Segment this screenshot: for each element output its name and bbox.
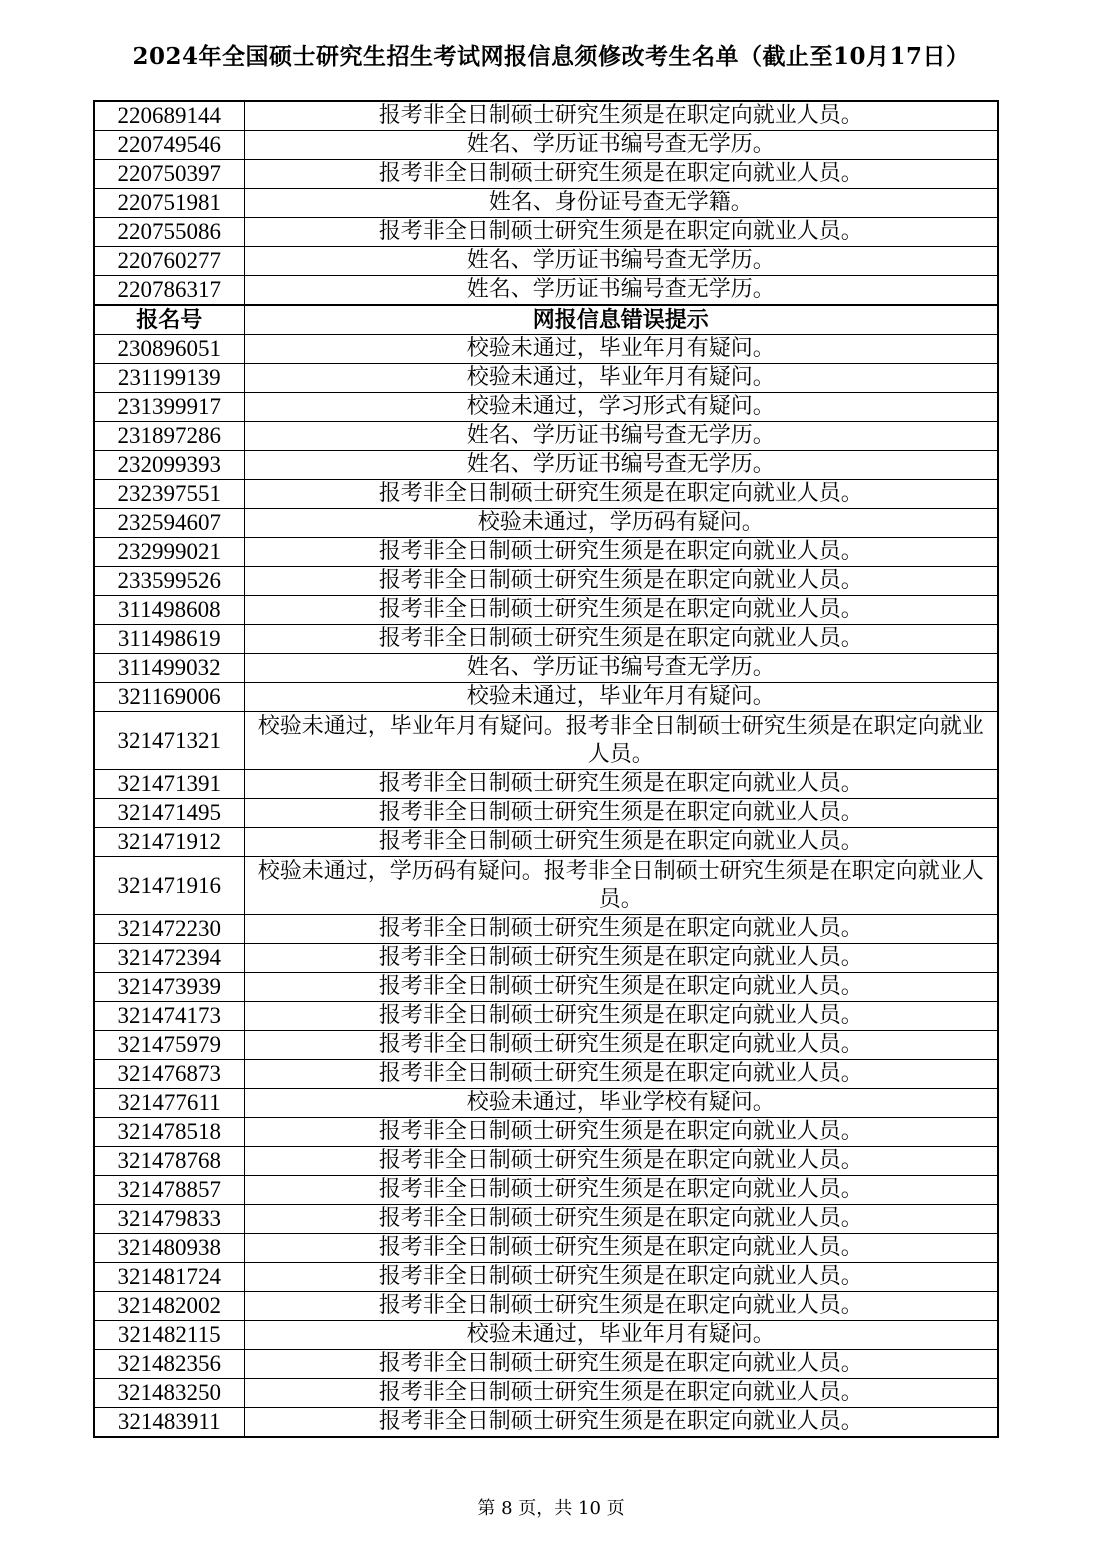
error-message: 校验未通过，毕业年月有疑问。报考非全日制硕士研究生须是在职定向就业人员。: [244, 712, 998, 770]
page-title: 2024年全国硕士研究生招生考试网报信息须修改考生名单（截止至10月17日）: [132, 43, 970, 70]
registration-number: 230896051: [94, 335, 244, 364]
registration-number: 231399917: [94, 393, 244, 422]
table-row: [94, 973, 998, 1002]
table-row: [94, 393, 998, 422]
table-row: [94, 1089, 998, 1118]
error-message: 报考非全日制硕士研究生须是在职定向就业人员。: [244, 218, 998, 247]
table-row: [94, 828, 998, 857]
error-message: 报考非全日制硕士研究生须是在职定向就业人员。: [244, 1031, 998, 1060]
table-row: [94, 625, 998, 654]
header-msg: 网报信息错误提示: [244, 305, 998, 335]
table-row: [94, 1205, 998, 1234]
registration-number: 321483250: [94, 1379, 244, 1408]
registration-number: 321471391: [94, 770, 244, 799]
registration-number: 220751981: [94, 189, 244, 218]
table-row: [94, 1292, 998, 1321]
registration-number: 321476873: [94, 1060, 244, 1089]
error-message: 报考非全日制硕士研究生须是在职定向就业人员。: [244, 101, 998, 131]
table-row: [94, 451, 998, 480]
error-message: 姓名、学历证书编号查无学历。: [244, 247, 998, 276]
error-message: 报考非全日制硕士研究生须是在职定向就业人员。: [244, 538, 998, 567]
error-message: 报考非全日制硕士研究生须是在职定向就业人员。: [244, 1263, 998, 1292]
registration-number: 231199139: [94, 364, 244, 393]
error-message: 校验未通过，毕业年月有疑问。: [244, 335, 998, 364]
table-row: [94, 1350, 998, 1379]
error-message: 报考非全日制硕士研究生须是在职定向就业人员。: [244, 915, 998, 944]
table-row: [94, 189, 998, 218]
error-message: 报考非全日制硕士研究生须是在职定向就业人员。: [244, 944, 998, 973]
registration-number: 321478518: [94, 1118, 244, 1147]
registration-number: 321482115: [94, 1321, 244, 1350]
table-row: [94, 567, 998, 596]
error-message: 报考非全日制硕士研究生须是在职定向就业人员。: [244, 1234, 998, 1263]
table-row: [94, 101, 998, 131]
error-message: 校验未通过，毕业年月有疑问。: [244, 683, 998, 712]
registration-number: 311498619: [94, 625, 244, 654]
table-row: [94, 770, 998, 799]
table-row: [94, 683, 998, 712]
table-row: [94, 857, 998, 915]
error-message: 报考非全日制硕士研究生须是在职定向就业人员。: [244, 1350, 998, 1379]
registration-number: 311498608: [94, 596, 244, 625]
error-message: 报考非全日制硕士研究生须是在职定向就业人员。: [244, 1118, 998, 1147]
registration-number: 220749546: [94, 131, 244, 160]
error-message: 姓名、学历证书编号查无学历。: [244, 654, 998, 683]
table-row: [94, 509, 998, 538]
table-row: [94, 1379, 998, 1408]
table-row: [94, 538, 998, 567]
registration-number: 220760277: [94, 247, 244, 276]
registration-number: 321471321: [94, 712, 244, 770]
registration-number: 232099393: [94, 451, 244, 480]
error-message: 姓名、学历证书编号查无学历。: [244, 422, 998, 451]
registration-number: 321471912: [94, 828, 244, 857]
table-row: [94, 131, 998, 160]
registration-number: 321478857: [94, 1176, 244, 1205]
registration-number: 220755086: [94, 218, 244, 247]
registration-number: 321472394: [94, 944, 244, 973]
table-row: [94, 1002, 998, 1031]
header-id: 报名号: [94, 305, 244, 335]
table-row: [94, 1031, 998, 1060]
registration-number: 321474173: [94, 1002, 244, 1031]
error-message: 报考非全日制硕士研究生须是在职定向就业人员。: [244, 1147, 998, 1176]
registration-number: 232999021: [94, 538, 244, 567]
table-row: [94, 276, 998, 306]
error-message: 报考非全日制硕士研究生须是在职定向就业人员。: [244, 828, 998, 857]
error-message: 报考非全日制硕士研究生须是在职定向就业人员。: [244, 799, 998, 828]
table-row: [94, 1118, 998, 1147]
header-row: [94, 305, 998, 335]
table-row: [94, 944, 998, 973]
registration-number: 321473939: [94, 973, 244, 1002]
table-row: [94, 1147, 998, 1176]
error-message: 报考非全日制硕士研究生须是在职定向就业人员。: [244, 625, 998, 654]
error-message: 报考非全日制硕士研究生须是在职定向就业人员。: [244, 567, 998, 596]
error-message: 校验未通过，毕业年月有疑问。: [244, 1321, 998, 1350]
error-message: 姓名、学历证书编号查无学历。: [244, 131, 998, 160]
registration-number: 321479833: [94, 1205, 244, 1234]
registration-number: 311499032: [94, 654, 244, 683]
error-message: 报考非全日制硕士研究生须是在职定向就业人员。: [244, 1292, 998, 1321]
error-message: 报考非全日制硕士研究生须是在职定向就业人员。: [244, 1002, 998, 1031]
error-message: 报考非全日制硕士研究生须是在职定向就业人员。: [244, 480, 998, 509]
error-message: 报考非全日制硕士研究生须是在职定向就业人员。: [244, 1408, 998, 1438]
table-row: [94, 247, 998, 276]
table-body-before-header: [94, 101, 998, 305]
registration-number: 232594607: [94, 509, 244, 538]
registration-number: 220786317: [94, 276, 244, 306]
registration-number: 321478768: [94, 1147, 244, 1176]
error-message: 校验未通过，学历码有疑问。报考非全日制硕士研究生须是在职定向就业人员。: [244, 857, 998, 915]
error-message: 校验未通过，学习形式有疑问。: [244, 393, 998, 422]
table-row: [94, 799, 998, 828]
table-header: [94, 305, 998, 335]
table-row: [94, 1321, 998, 1350]
registration-number: 321477611: [94, 1089, 244, 1118]
table-row: [94, 1060, 998, 1089]
table-row: [94, 654, 998, 683]
student-list-table: [93, 100, 999, 1438]
registration-number: 321475979: [94, 1031, 244, 1060]
table-row: [94, 364, 998, 393]
table-body-after-header: [94, 335, 998, 1438]
registration-number: 321472230: [94, 915, 244, 944]
registration-number: 321480938: [94, 1234, 244, 1263]
registration-number: 321471916: [94, 857, 244, 915]
registration-number: 321169006: [94, 683, 244, 712]
error-message: 报考非全日制硕士研究生须是在职定向就业人员。: [244, 160, 998, 189]
error-message: 报考非全日制硕士研究生须是在职定向就业人员。: [244, 596, 998, 625]
error-message: 姓名、学历证书编号查无学历。: [244, 276, 998, 306]
table-row: [94, 596, 998, 625]
table-row: [94, 422, 998, 451]
error-message: 姓名、身份证号查无学籍。: [244, 189, 998, 218]
table-row: [94, 712, 998, 770]
error-message: 报考非全日制硕士研究生须是在职定向就业人员。: [244, 1205, 998, 1234]
error-message: 报考非全日制硕士研究生须是在职定向就业人员。: [244, 770, 998, 799]
registration-number: 321481724: [94, 1263, 244, 1292]
error-message: 校验未通过，毕业年月有疑问。: [244, 364, 998, 393]
registration-number: 232397551: [94, 480, 244, 509]
registration-number: 321483911: [94, 1408, 244, 1438]
table-row: [94, 1234, 998, 1263]
table-row: [94, 480, 998, 509]
table-row: [94, 1263, 998, 1292]
table-row: [94, 1176, 998, 1205]
registration-number: 321471495: [94, 799, 244, 828]
error-message: 报考非全日制硕士研究生须是在职定向就业人员。: [244, 1176, 998, 1205]
page-footer: 第 8 页，共 10 页: [477, 1498, 625, 1519]
table-row: [94, 160, 998, 189]
error-message: 报考非全日制硕士研究生须是在职定向就业人员。: [244, 1060, 998, 1089]
registration-number: 233599526: [94, 567, 244, 596]
table-row: [94, 335, 998, 364]
table-row: [94, 915, 998, 944]
error-message: 报考非全日制硕士研究生须是在职定向就业人员。: [244, 973, 998, 1002]
error-message: 校验未通过，学历码有疑问。: [244, 509, 998, 538]
registration-number: 231897286: [94, 422, 244, 451]
error-message: 姓名、学历证书编号查无学历。: [244, 451, 998, 480]
registration-number: 220689144: [94, 101, 244, 131]
registration-number: 220750397: [94, 160, 244, 189]
table-row: [94, 218, 998, 247]
registration-number: 321482356: [94, 1350, 244, 1379]
error-message: 报考非全日制硕士研究生须是在职定向就业人员。: [244, 1379, 998, 1408]
registration-number: 321482002: [94, 1292, 244, 1321]
table-row: [94, 1408, 998, 1438]
error-message: 校验未通过，毕业学校有疑问。: [244, 1089, 998, 1118]
